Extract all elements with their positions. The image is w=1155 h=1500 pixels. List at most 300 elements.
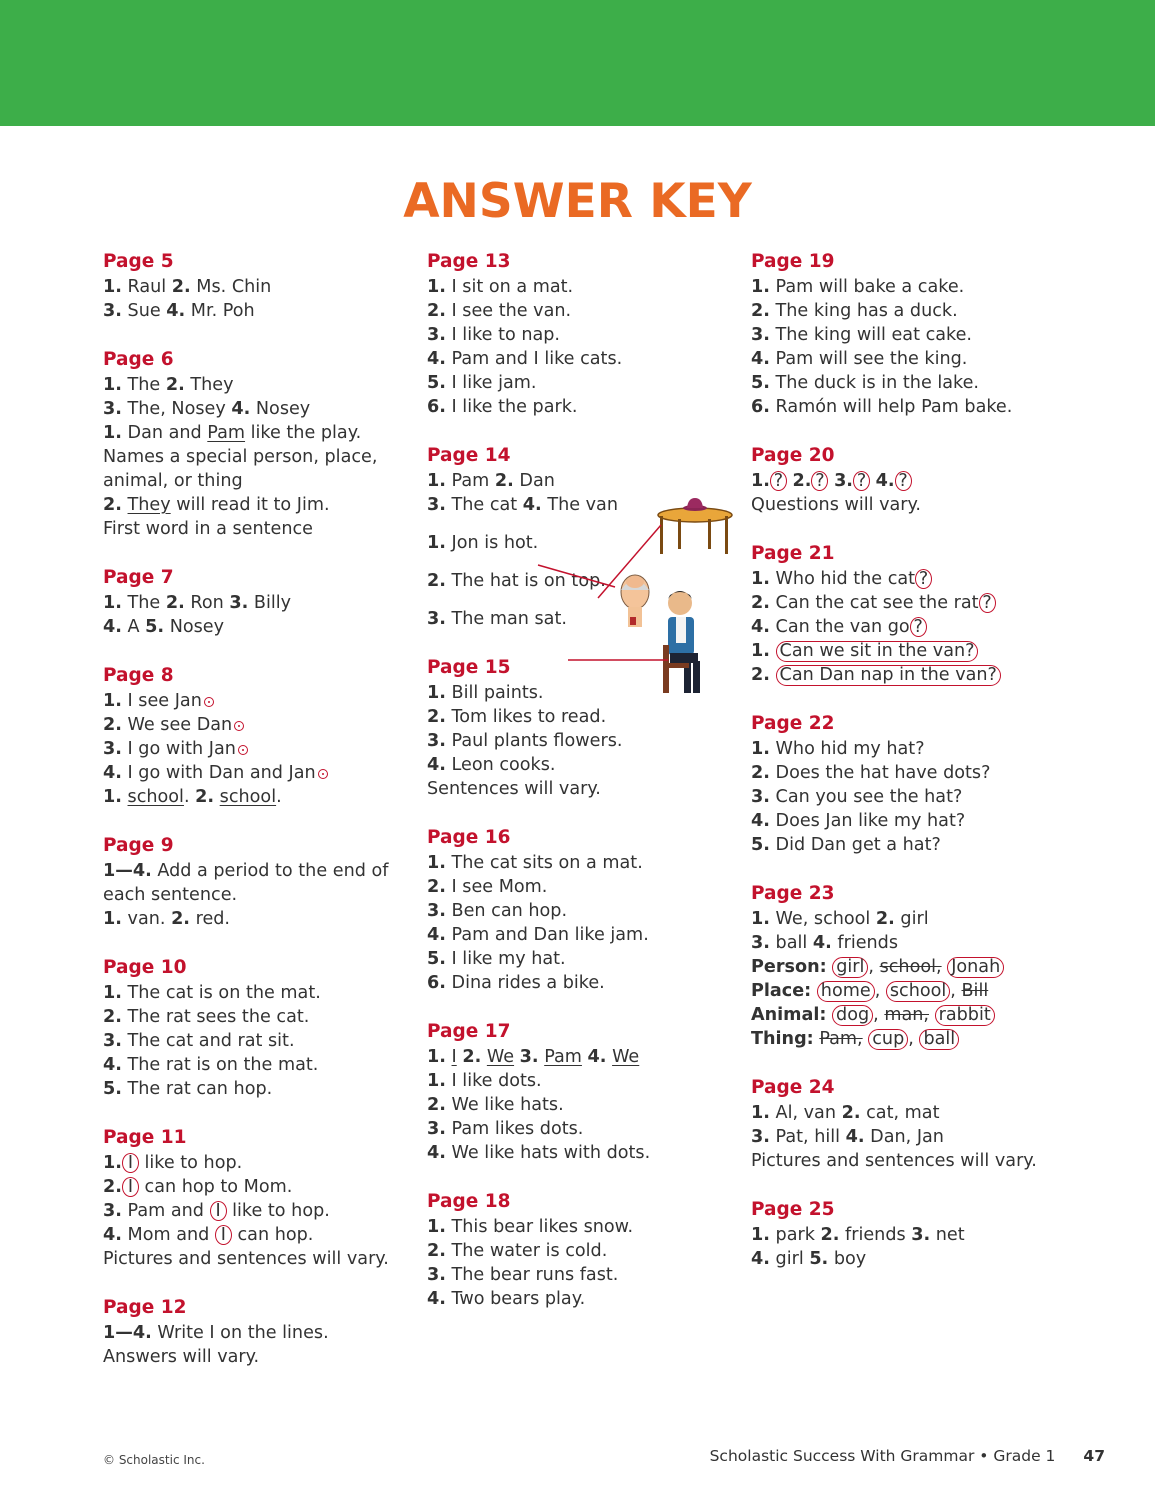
period-circle-icon bbox=[238, 745, 248, 755]
answer-text: Pam will bake a cake. bbox=[769, 277, 965, 297]
item-number: 4. bbox=[166, 301, 186, 321]
answer-text: The rat is on the mat. bbox=[121, 1055, 319, 1075]
item-number: 1. bbox=[427, 1217, 446, 1237]
answer-text: The man sat. bbox=[445, 609, 567, 629]
item-number: Thing: bbox=[751, 1029, 814, 1049]
answer-text: I go with Jan bbox=[121, 739, 236, 759]
answer-text: Al, van bbox=[769, 1103, 842, 1123]
answer-line bbox=[427, 753, 650, 777]
section-heading: Page 12 bbox=[103, 1297, 187, 1318]
answer-text: , bbox=[868, 957, 880, 977]
answer-section bbox=[751, 443, 1037, 517]
answer-line bbox=[103, 397, 389, 421]
answer-line bbox=[427, 323, 650, 347]
section-heading: Page 8 bbox=[103, 665, 174, 686]
item-number: 5. bbox=[103, 1079, 122, 1099]
answer-text: net bbox=[930, 1225, 965, 1245]
answer-section bbox=[103, 833, 389, 931]
answer-text: A bbox=[121, 617, 146, 637]
answer-line bbox=[103, 517, 389, 541]
answer-line bbox=[751, 1027, 1037, 1051]
item-number: 4. bbox=[751, 811, 770, 831]
answer-line bbox=[427, 347, 650, 371]
answer-text: , bbox=[874, 981, 886, 1001]
answer-text: We like hats with dots. bbox=[445, 1143, 651, 1163]
answer-text: Ron bbox=[184, 593, 230, 613]
answer-line bbox=[427, 395, 650, 419]
item-number: 3. bbox=[103, 301, 122, 321]
section-heading: Page 11 bbox=[103, 1127, 187, 1148]
answer-line bbox=[103, 1321, 389, 1345]
answer-line bbox=[427, 875, 650, 899]
answer-line bbox=[751, 907, 1037, 931]
answer-text: like the play. bbox=[245, 423, 362, 443]
underlined-answer: school bbox=[127, 787, 184, 807]
answer-line bbox=[103, 1151, 389, 1175]
circled-mark: I bbox=[210, 1201, 227, 1221]
answer-text: Tom likes to read. bbox=[445, 707, 607, 727]
circled-mark: I bbox=[122, 1153, 139, 1173]
answer-text: We, school bbox=[769, 909, 876, 929]
answer-text: Pam likes dots. bbox=[445, 1119, 584, 1139]
answer-text: animal, or thing bbox=[103, 471, 243, 491]
item-number: 1—4. bbox=[103, 1323, 152, 1343]
item-number: 4. bbox=[103, 763, 122, 783]
answer-line bbox=[427, 1141, 650, 1165]
item-number: 4. bbox=[103, 617, 122, 637]
answer-text: Write I on the lines. bbox=[151, 1323, 329, 1343]
item-number: 1. bbox=[751, 471, 770, 491]
item-number: 2. bbox=[462, 1047, 482, 1067]
answer-line bbox=[751, 615, 1037, 639]
answer-text: , bbox=[908, 1029, 920, 1049]
item-number: 2. bbox=[165, 375, 185, 395]
section-heading: Page 24 bbox=[751, 1077, 835, 1098]
item-number: 2. bbox=[103, 1177, 122, 1197]
answer-line bbox=[103, 1029, 389, 1053]
answer-text: boy bbox=[828, 1249, 867, 1269]
answer-line bbox=[103, 737, 389, 761]
answer-line bbox=[751, 1101, 1037, 1125]
answer-line bbox=[751, 395, 1037, 419]
answer-line bbox=[103, 907, 389, 931]
item-number: 4. bbox=[587, 1047, 607, 1067]
item-number: 2. bbox=[171, 909, 190, 929]
answer-line bbox=[103, 713, 389, 737]
answer-line bbox=[103, 445, 389, 469]
circled-mark: ? bbox=[915, 569, 932, 589]
answer-text: like to hop. bbox=[138, 1153, 243, 1173]
answer-line bbox=[751, 591, 1037, 615]
item-number: 2. bbox=[103, 495, 122, 515]
answer-line bbox=[751, 1003, 1037, 1027]
section-heading: Page 22 bbox=[751, 713, 835, 734]
answer-text: Raul bbox=[121, 277, 172, 297]
answer-line bbox=[751, 493, 1037, 517]
section-heading: Page 5 bbox=[103, 251, 174, 272]
answer-text: Does Jan like my hat? bbox=[769, 811, 966, 831]
answer-text: The van bbox=[541, 495, 618, 515]
answer-line bbox=[427, 1215, 650, 1239]
answer-section bbox=[427, 825, 650, 995]
answer-text: Can you see the hat? bbox=[769, 787, 963, 807]
answer-text: Pam bbox=[445, 471, 495, 491]
answer-text: ball bbox=[769, 933, 813, 953]
answer-line bbox=[427, 1263, 650, 1287]
answer-text: I see the van. bbox=[445, 301, 572, 321]
answer-text: The bbox=[121, 593, 166, 613]
answer-line bbox=[427, 1093, 650, 1117]
item-number: 1. bbox=[103, 1153, 122, 1173]
answer-text: Names a special person, place, bbox=[103, 447, 378, 467]
item-number: 3. bbox=[427, 1265, 446, 1285]
underlined-answer: Pam bbox=[544, 1047, 582, 1067]
crossed-out-word: Pam, bbox=[819, 1029, 863, 1049]
answer-text: I like jam. bbox=[445, 373, 537, 393]
answer-text bbox=[929, 1005, 935, 1025]
item-number: 3. bbox=[427, 1119, 446, 1139]
answer-line bbox=[751, 371, 1037, 395]
item-number: 4. bbox=[427, 1143, 446, 1163]
item-number: 2. bbox=[103, 1007, 122, 1027]
answer-section bbox=[427, 249, 650, 419]
answer-text: girl bbox=[769, 1249, 810, 1269]
item-number: 4. bbox=[751, 1249, 770, 1269]
answer-line bbox=[427, 729, 650, 753]
item-number: 1. bbox=[427, 1047, 446, 1067]
item-number: 4. bbox=[427, 349, 446, 369]
section-heading: Page 20 bbox=[751, 445, 835, 466]
item-number: 1. bbox=[751, 1225, 770, 1245]
answer-text bbox=[811, 981, 817, 1001]
answer-line bbox=[427, 1117, 650, 1141]
item-number: Place: bbox=[751, 981, 812, 1001]
answer-line bbox=[103, 785, 389, 809]
section-heading: Page 7 bbox=[103, 567, 174, 588]
answer-line bbox=[751, 323, 1037, 347]
circled-answer: rabbit bbox=[935, 1005, 995, 1026]
answer-text: Ms. Chin bbox=[190, 277, 272, 297]
item-number: 2. bbox=[751, 301, 770, 321]
answer-line bbox=[427, 705, 650, 729]
answer-line bbox=[427, 851, 650, 875]
copyright: © Scholastic Inc. bbox=[103, 1453, 205, 1467]
answer-section bbox=[751, 541, 1037, 687]
item-number: 1. bbox=[751, 569, 770, 589]
circled-mark: I bbox=[215, 1225, 232, 1245]
answer-text: I see Mom. bbox=[445, 877, 548, 897]
answer-line bbox=[427, 923, 650, 947]
answer-line bbox=[427, 1069, 650, 1093]
answer-line bbox=[751, 955, 1037, 979]
answer-line bbox=[427, 299, 650, 323]
item-number: 2. bbox=[820, 1225, 840, 1245]
item-number: 4. bbox=[875, 471, 895, 491]
answer-line bbox=[103, 1077, 389, 1101]
item-number: 2. bbox=[875, 909, 895, 929]
item-number: 3. bbox=[751, 787, 770, 807]
answer-section bbox=[427, 1189, 650, 1311]
answer-text: The water is cold. bbox=[445, 1241, 608, 1261]
answer-line bbox=[751, 469, 1037, 493]
item-number: 4. bbox=[427, 755, 446, 775]
answer-section bbox=[103, 249, 389, 323]
section-heading: Page 18 bbox=[427, 1191, 511, 1212]
answer-text: They bbox=[184, 375, 234, 395]
section-heading: Page 21 bbox=[751, 543, 835, 564]
underlined-answer: Pam bbox=[207, 423, 246, 443]
item-number: 4. bbox=[751, 617, 770, 637]
item-number: Person: bbox=[751, 957, 827, 977]
answer-line bbox=[103, 615, 389, 639]
answer-text: The cat is on the mat. bbox=[121, 983, 321, 1003]
item-number: 5. bbox=[427, 949, 446, 969]
item-number: 2. bbox=[427, 301, 446, 321]
answer-text: , bbox=[873, 1005, 885, 1025]
answer-text: Does the hat have dots? bbox=[769, 763, 991, 783]
answer-line bbox=[751, 663, 1037, 687]
answer-line bbox=[751, 1223, 1037, 1247]
answer-line bbox=[103, 275, 389, 299]
item-number: 1. bbox=[751, 909, 770, 929]
answer-text: , bbox=[950, 981, 962, 1001]
circled-answer: Can Dan nap in the van? bbox=[776, 665, 1001, 686]
underlined-answer: school bbox=[219, 787, 277, 807]
answer-text: park bbox=[769, 1225, 821, 1245]
answer-line bbox=[427, 1239, 650, 1263]
item-number: 1. bbox=[103, 909, 122, 929]
answer-text: Pictures and sentences will vary. bbox=[751, 1151, 1037, 1171]
section-heading: Page 9 bbox=[103, 835, 174, 856]
answer-text: Pam will see the king. bbox=[769, 349, 968, 369]
answer-line bbox=[751, 299, 1037, 323]
answer-text: I like my hat. bbox=[445, 949, 566, 969]
answer-line bbox=[427, 947, 650, 971]
answer-text: Paul plants flowers. bbox=[445, 731, 623, 751]
answer-text: each sentence. bbox=[103, 885, 238, 905]
answer-text: Ben can hop. bbox=[445, 901, 568, 921]
circled-mark: ? bbox=[811, 471, 828, 491]
underlined-answer: We bbox=[612, 1047, 640, 1067]
item-number: 2. bbox=[751, 593, 770, 613]
answer-text: The cat bbox=[445, 495, 523, 515]
item-number: 6. bbox=[427, 397, 446, 417]
circled-mark: ? bbox=[979, 593, 996, 613]
answer-line bbox=[427, 777, 650, 801]
answer-column-3 bbox=[751, 249, 1037, 1295]
answer-text: Two bears play. bbox=[445, 1289, 586, 1309]
item-number: 5. bbox=[751, 373, 770, 393]
crossed-out-word: Bill bbox=[961, 981, 989, 1001]
item-number: 4. bbox=[103, 1225, 122, 1245]
answer-text: The cat sits on a mat. bbox=[445, 853, 643, 873]
matching-illustration bbox=[520, 495, 740, 700]
circled-answer: Can we sit in the van? bbox=[776, 641, 979, 662]
answer-line bbox=[751, 1247, 1037, 1271]
item-number: 4. bbox=[522, 495, 542, 515]
item-number: 2. bbox=[494, 471, 514, 491]
item-number: 1. bbox=[103, 787, 122, 807]
crossed-out-word: man, bbox=[884, 1005, 930, 1025]
answer-line bbox=[103, 299, 389, 323]
table-icon bbox=[658, 508, 732, 554]
answer-text: Pictures and sentences will vary. bbox=[103, 1249, 389, 1269]
item-number: 1. bbox=[103, 983, 122, 1003]
answer-line bbox=[103, 1199, 389, 1223]
answer-text: Pat, hill bbox=[769, 1127, 846, 1147]
answer-line bbox=[103, 1053, 389, 1077]
circled-answer: school bbox=[886, 981, 950, 1002]
circled-answer: cup bbox=[868, 1029, 908, 1050]
answer-text: The hat is on top. bbox=[445, 571, 606, 591]
section-heading: Page 25 bbox=[751, 1199, 835, 1220]
circled-answer: home bbox=[817, 981, 875, 1002]
answer-text: We see Dan bbox=[121, 715, 233, 735]
answer-section bbox=[103, 1125, 389, 1271]
answer-text: The rat sees the cat. bbox=[121, 1007, 310, 1027]
answer-line bbox=[751, 275, 1037, 299]
circled-mark: ? bbox=[895, 471, 912, 491]
item-number: 6. bbox=[751, 397, 770, 417]
item-number: 3. bbox=[103, 739, 122, 759]
answer-text: I like to nap. bbox=[445, 325, 561, 345]
answer-line bbox=[751, 639, 1037, 663]
item-number: 3. bbox=[427, 609, 446, 629]
answer-text: Nosey bbox=[250, 399, 311, 419]
answer-line bbox=[751, 1125, 1037, 1149]
item-number: 2. bbox=[427, 877, 446, 897]
answer-text: The king has a duck. bbox=[769, 301, 958, 321]
answer-line bbox=[103, 1175, 389, 1199]
answer-line bbox=[103, 883, 389, 907]
underlined-answer: I bbox=[451, 1047, 457, 1067]
item-number: 4. bbox=[751, 349, 770, 369]
answer-text: . bbox=[183, 787, 196, 807]
answer-line bbox=[751, 1149, 1037, 1173]
answer-line bbox=[103, 1345, 389, 1369]
item-number: 1. bbox=[427, 277, 446, 297]
item-number: 1. bbox=[103, 691, 122, 711]
section-heading: Page 19 bbox=[751, 251, 835, 272]
item-number: 4. bbox=[812, 933, 832, 953]
item-number: 1. bbox=[427, 471, 446, 491]
answer-text: friends bbox=[831, 933, 899, 953]
answer-line bbox=[103, 421, 389, 445]
underlined-answer: They bbox=[127, 495, 171, 515]
answer-text: Who hid the cat bbox=[769, 569, 916, 589]
answer-line bbox=[427, 899, 650, 923]
answer-text: Pam and bbox=[121, 1201, 210, 1221]
answer-text: Add a period to the end of bbox=[151, 861, 389, 881]
answer-text: Mr. Poh bbox=[185, 301, 255, 321]
item-number: 1. bbox=[103, 277, 122, 297]
circled-answer: dog bbox=[832, 1005, 873, 1026]
footer-book-title bbox=[710, 1447, 1105, 1465]
answer-text: Can the cat see the rat bbox=[769, 593, 979, 613]
item-number: 1. bbox=[427, 683, 446, 703]
item-number: 5. bbox=[145, 617, 165, 637]
underlined-answer: We bbox=[486, 1047, 515, 1067]
answer-section bbox=[427, 1019, 650, 1165]
answer-text bbox=[770, 665, 776, 685]
answer-line bbox=[427, 971, 650, 995]
answer-text: The duck is in the lake. bbox=[769, 373, 980, 393]
answer-text: Mom and bbox=[121, 1225, 215, 1245]
answer-text: Dan and bbox=[121, 423, 208, 443]
hat-icon bbox=[683, 498, 707, 511]
answer-text: Nosey bbox=[164, 617, 225, 637]
answer-text: I see Jan bbox=[121, 691, 202, 711]
answer-line bbox=[103, 591, 389, 615]
item-number: 1. bbox=[103, 593, 122, 613]
circled-answer: ball bbox=[919, 1029, 959, 1050]
page-title: ANSWER KEY bbox=[403, 174, 752, 229]
circled-mark: ? bbox=[770, 471, 787, 491]
circled-mark: ? bbox=[853, 471, 870, 491]
answer-text: First word in a sentence bbox=[103, 519, 313, 539]
item-number: 3. bbox=[103, 1201, 122, 1221]
answer-section bbox=[751, 249, 1037, 419]
answer-text: The, Nosey bbox=[121, 399, 232, 419]
answer-section bbox=[103, 347, 389, 541]
hot-man-icon bbox=[621, 575, 649, 627]
answer-text: will read it to Jim. bbox=[170, 495, 330, 515]
answer-line bbox=[427, 469, 650, 493]
answer-text bbox=[770, 641, 776, 661]
answer-line bbox=[103, 1223, 389, 1247]
answer-text: red. bbox=[190, 909, 231, 929]
answer-text: Jon is hot. bbox=[445, 533, 539, 553]
answer-line bbox=[103, 761, 389, 785]
answer-text: Sentences will vary. bbox=[427, 779, 601, 799]
answer-text: Leon cooks. bbox=[445, 755, 556, 775]
answer-section bbox=[751, 711, 1037, 857]
answer-section bbox=[103, 955, 389, 1101]
item-number: 4. bbox=[231, 399, 251, 419]
item-number: 2. bbox=[751, 665, 770, 685]
answer-text: girl bbox=[894, 909, 929, 929]
section-heading: Page 13 bbox=[427, 251, 511, 272]
period-circle-icon bbox=[318, 769, 328, 779]
header-band bbox=[0, 0, 1155, 126]
item-number: 3. bbox=[834, 471, 853, 491]
answer-line bbox=[751, 567, 1037, 591]
item-number: 3. bbox=[427, 495, 446, 515]
answer-line bbox=[427, 1045, 650, 1069]
page-number: 47 bbox=[1083, 1447, 1105, 1465]
sitting-man-icon bbox=[663, 591, 700, 693]
answer-text: Did Dan get a hat? bbox=[769, 835, 941, 855]
item-number: 1. bbox=[751, 739, 770, 759]
section-heading: Page 15 bbox=[427, 657, 511, 678]
item-number: 2. bbox=[841, 1103, 861, 1123]
item-number: 1. bbox=[751, 641, 770, 661]
answer-text: The bbox=[121, 375, 166, 395]
item-number: 3. bbox=[103, 399, 122, 419]
answer-text: can hop. bbox=[231, 1225, 314, 1245]
answer-text: Ramón will help Pam bake. bbox=[769, 397, 1013, 417]
answer-section bbox=[751, 1075, 1037, 1173]
answer-text: Who hid my hat? bbox=[769, 739, 925, 759]
answer-line bbox=[103, 373, 389, 397]
period-circle-icon bbox=[204, 697, 214, 707]
answer-text: The king will eat cake. bbox=[769, 325, 973, 345]
item-number: 3. bbox=[427, 325, 446, 345]
item-number: 2. bbox=[171, 277, 191, 297]
section-heading: Page 17 bbox=[427, 1021, 511, 1042]
answer-text: The rat can hop. bbox=[121, 1079, 273, 1099]
answer-text: I like the park. bbox=[445, 397, 578, 417]
